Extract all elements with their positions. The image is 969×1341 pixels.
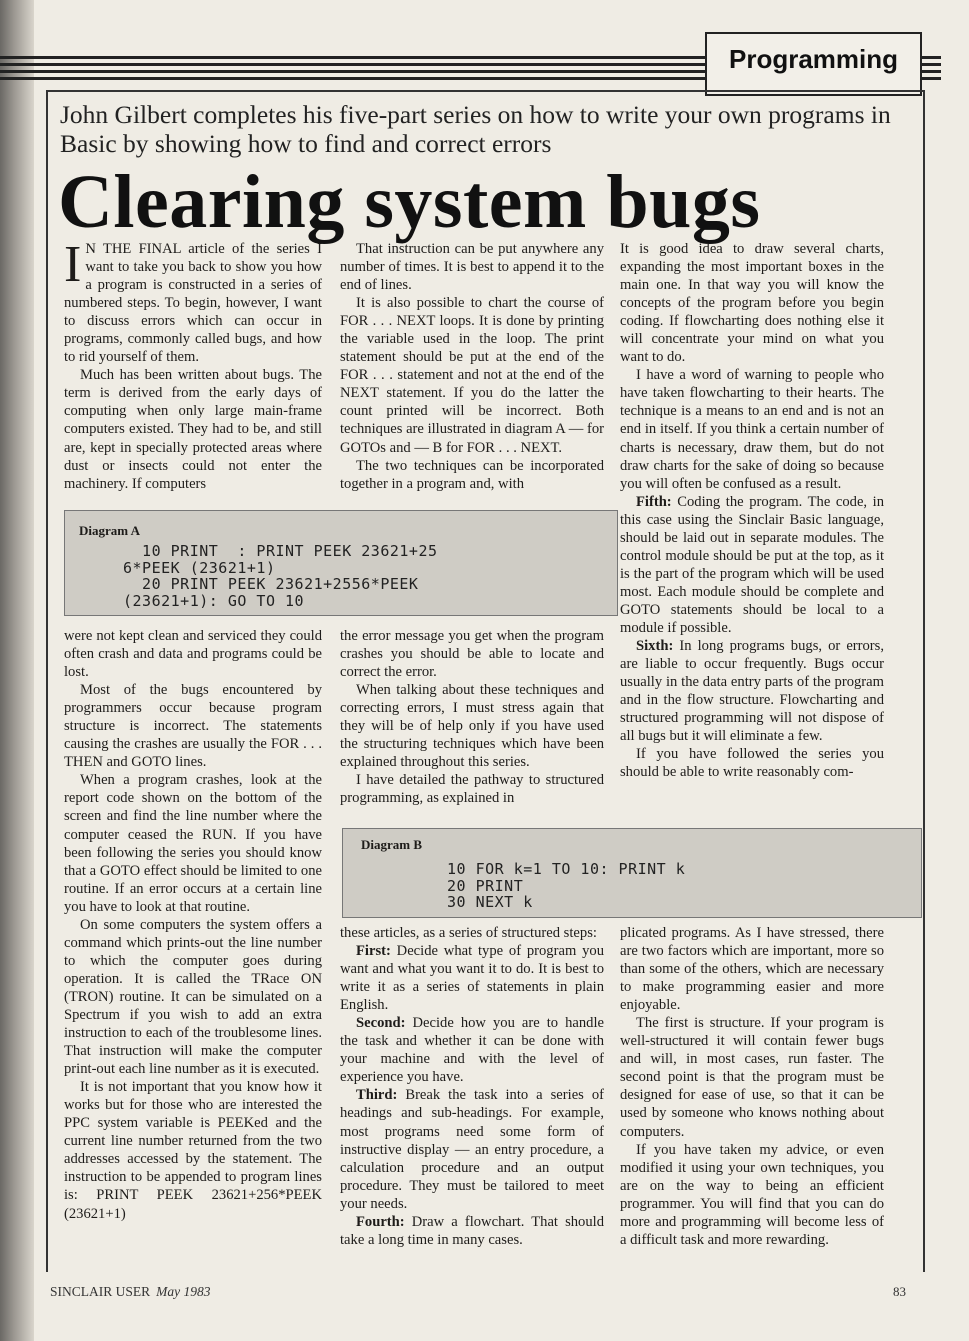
footer bbox=[50, 1284, 211, 1300]
paragraph: were not kept clean and serviced they could often crash and data and programs could be lost. bbox=[64, 628, 322, 681]
paragraph: Most of the bugs encountered by programmers occur because program structure is incorrect. The statements causing the crashes are usually the FOR . . . THEN and GOTO lines. bbox=[64, 682, 322, 771]
column-3 bbox=[620, 240, 884, 781]
step-label: Second: bbox=[356, 1015, 406, 1032]
article-opening: I N THE FINAL article of the series I want to take you back to show you how a program is constructed in a series of numbered steps. To begin, however, I want to discuss errors which can occur in programs, commonly called bugs, and how to rid yourself of them. bbox=[64, 236, 322, 366]
issue-date: May 1983 bbox=[156, 1284, 211, 1299]
section-label-box bbox=[705, 32, 922, 96]
step-label: Fifth: bbox=[636, 493, 672, 510]
step-label: First: bbox=[356, 943, 391, 960]
paragraph: When talking about these techniques and correcting errors, I must stress again that they will be of help only if you have used the structuring techniques which have been explained throughout this series. bbox=[340, 682, 604, 771]
column-2-middle bbox=[340, 627, 604, 807]
paragraph: On some computers the system offers a command which prints-out the line number to which the computer goes during operation. It is called the TRace ON (TRON) routine. It can be simulated on a Spectrum if you wish to add an extra instruction to each of the troublesome lines. That instruction will make the computer print-out each line number as it is executed. bbox=[64, 916, 322, 1078]
paragraph: I have a word of warning to people who have taken flowcharting to their hearts. The technique is a means to an end and is not an end in itself. If you think a certain number of charts is necessary, draw them, but do not draw charts for the sake of doing so because you will often be confused as a result. bbox=[620, 367, 884, 492]
column-3-bottom bbox=[620, 924, 884, 1249]
paragraph: It is also possible to chart the course of FOR . . . NEXT loops. It is done by printing the variable used in the loop. The print statement should be put at the end of the FOR . . . statement and not at the end of the NEXT statement. If you do the latter the count printed will be incorrect. Both techniques are illustrated in diagram A — for GOTOs and — B for FOR . . . NEXT. bbox=[340, 295, 604, 456]
paragraph: If you have taken my advice, or even modified it using your own techniques, you are on the way to being an efficient programmer. You will find that you can do more and programming will become less of a difficult task and more rewarding. bbox=[620, 1141, 884, 1248]
magazine-name: SINCLAIR USER bbox=[50, 1284, 151, 1299]
paragraph: plicated programs. As I have stressed, there are two factors which are important, more so than some of the others, which are necessary to make programming easier and more enjoyable. bbox=[620, 925, 884, 1014]
column-2-bottom bbox=[340, 924, 604, 1249]
paragraph: It is good idea to draw several charts, expanding the most important boxes in the main one. In that way you will know the concepts of the program before you begin coding. If flowcharting does nothing else it will concentrate your mind on what you want to do. bbox=[620, 241, 884, 366]
diagram-b-title: Diagram B bbox=[361, 837, 423, 852]
paragraph: When a program crashes, look at the report code shown on the bottom of the screen and find the line number where the computer ceased the RUN. If you have been following the series you should know that a GOTO effect should be limited to one routine. If an error occurs at a certain line you have to look at that routine. bbox=[64, 772, 322, 915]
paragraph: First: Decide what type of program you want and what you want it to do. It is best to write it as a series of statements in plain English. bbox=[340, 943, 604, 1014]
paragraph: That instruction can be put anywhere any number of times. It is best to append it to the end of lines. bbox=[340, 241, 604, 294]
step-label: Third: bbox=[356, 1087, 398, 1104]
column-2-top bbox=[340, 240, 604, 493]
diagram-b-code: 10 FOR k=1 TO 10: PRINT k 20 PRINT 30 NEXT k bbox=[447, 860, 686, 911]
column-1-middle bbox=[64, 627, 322, 1223]
paragraph: Third: Break the task into a series of headings and sub-headings. For example, most programs need some form of instructive display — an entry procedure, a calculation procedure and an output procedure. They must be tailored to meet your needs. bbox=[340, 1087, 604, 1212]
standfirst: John Gilbert completes his five-part series on how to write your own programs in Basic by showing how to find and correct errors bbox=[60, 100, 891, 158]
drop-cap: I bbox=[64, 236, 82, 293]
paragraph: I have detailed the pathway to structured programming, as explained in bbox=[340, 772, 604, 807]
headline: Clearing system bugs bbox=[58, 160, 761, 244]
paragraph: Sixth: In long programs bugs, or errors, are liable to occur frequently. Bugs occur usually in the data entry parts of the program and in the flow structure. Flowcharting and structured programming will not dispose of all bugs but it will eliminate a few. bbox=[620, 638, 884, 745]
paragraph: these articles, as a series of structured steps: bbox=[340, 925, 597, 941]
diagram-a-code: 10 PRINT : PRINT PEEK 23621+25 6*PEEK (23621+1) 20 PRINT PEEK 23621+2556*PEEK (23621+1): GO TO 10 bbox=[123, 542, 438, 610]
paragraph: the error message you get when the program crashes you should be able to locate and correct the error. bbox=[340, 628, 604, 681]
diagram-b bbox=[342, 828, 922, 918]
diagram-a bbox=[64, 510, 618, 616]
column-1-top bbox=[64, 236, 322, 493]
paragraph: If you have followed the series you should be able to write reasonably com- bbox=[620, 746, 884, 781]
paragraph: Second: Decide how you are to handle the task and whether it can be done with your machine and with the level of experience you have. bbox=[340, 1015, 604, 1086]
step-label: Sixth: bbox=[636, 638, 674, 655]
diagram-a-title: Diagram A bbox=[79, 523, 141, 538]
section-label: Programming bbox=[728, 44, 899, 74]
paragraph: Fourth: Draw a flowchart. That should take a long time in many cases. bbox=[340, 1213, 604, 1248]
step-label: Fourth: bbox=[356, 1213, 405, 1230]
page-number: 83 bbox=[893, 1284, 906, 1299]
binding-gutter bbox=[0, 0, 34, 1341]
paragraph: It is not important that you know how it works but for those who are interested the PPC system variable is PEEKed and the current line number returned from the two addresses accessed by the statement. The instruction to be appended to program lines is: PRINT PEEK 23621+256*PEEK (23621+1) bbox=[64, 1079, 322, 1222]
paragraph: The two techniques can be incorporated together in a program and, with bbox=[340, 457, 604, 492]
paragraph: Much has been written about bugs. The term is derived from the early days of computing when only large main-frame computers existed. They had to be, and still are, kept in specially protected areas where dust or insects could not enter the machinery. If computers bbox=[64, 367, 322, 492]
paragraph: The first is structure. If your program is well-structured it will contain fewer bugs and will, in most cases, run faster. The second point is that the program must be designed for ease of use, so that it can be used by someone who knows nothing about computers. bbox=[620, 1015, 884, 1140]
paragraph: Fifth: Coding the program. The code, in this case using the Sinclair Basic language, should be laid out in separate modules. The control module should be put at the top, as it is the part of the program which will be used most. Each module should be complete and GOTO statements should be local to a module if possible. bbox=[620, 493, 884, 636]
